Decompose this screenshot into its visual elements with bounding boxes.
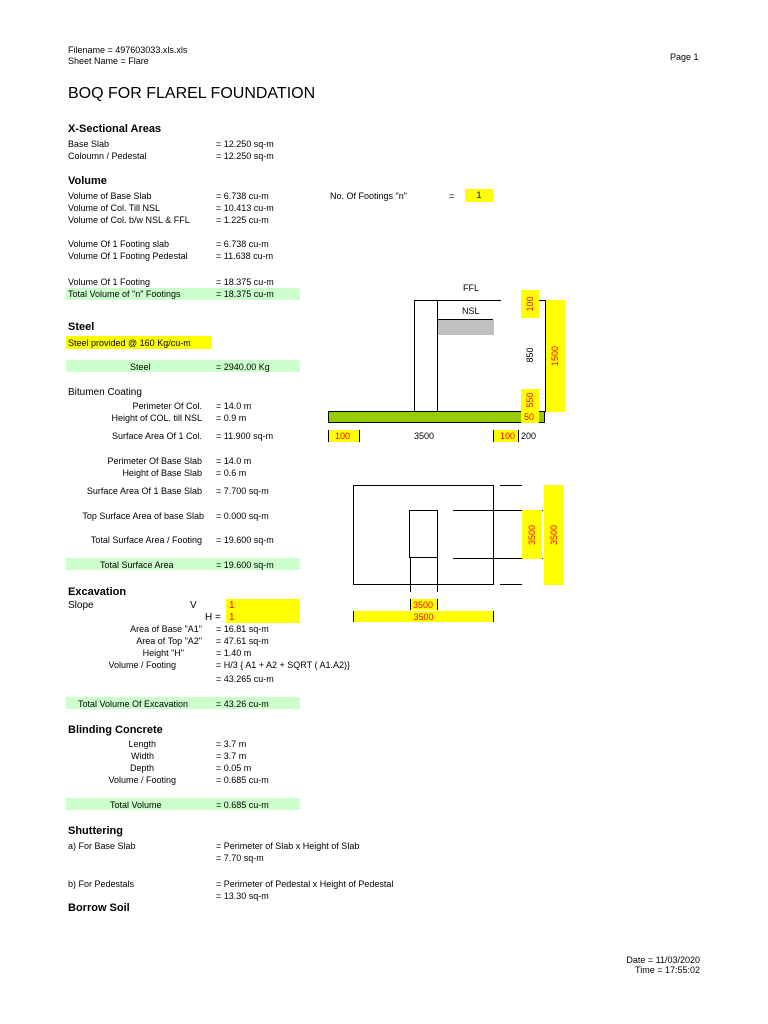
dim-850-text: 850: [525, 347, 535, 363]
slope-input-box: [226, 599, 300, 623]
bitumen-label: Perimeter Of Base Slab: [107, 456, 202, 466]
total-excavation-label: Total Volume Of Excavation: [78, 699, 189, 709]
volume-heading: Volume: [68, 175, 107, 187]
blinding-label: Length: [128, 739, 156, 749]
volume-value: = 18.375 cu-m: [216, 277, 274, 287]
nsl-label: NSL: [462, 306, 480, 316]
excavation-heading: Excavation: [68, 586, 127, 598]
no-of-footings-input[interactable]: 1: [465, 189, 493, 202]
total-blinding-label: Total Volume: [110, 800, 162, 810]
excavation-value: = 47.61 sq-m: [216, 636, 269, 646]
blinding-label: Volume / Footing: [108, 775, 176, 785]
xsec-value-col: = 12.250 sq-m: [216, 151, 274, 161]
ffl-label: FFL: [463, 283, 480, 293]
total-volume-value: = 18.375 cu-m: [216, 289, 274, 299]
plan-dim-line: [500, 584, 522, 585]
steel-value: = 2940.00 Kg: [216, 362, 270, 372]
plan-dim-line: [437, 558, 438, 592]
base-slab-fill: [328, 411, 545, 423]
volume-label: Volume of Base Slab: [68, 191, 152, 201]
volume-value: = 6.738 cu-m: [216, 191, 269, 201]
total-blinding-value: = 0.685 cu-m: [216, 800, 269, 810]
bitumen-label: Height of COL. till NSL: [111, 413, 202, 423]
plan-dim-line: [500, 485, 522, 486]
pedestal-top-line: [414, 300, 501, 301]
volume-label: Volume Of 1 Footing slab: [68, 239, 170, 249]
volume-label: Volume Of 1 Footing Pedestal: [68, 251, 188, 261]
excavation-label: Area of Base "A1": [130, 624, 202, 634]
shuttering-heading: Shuttering: [68, 825, 123, 837]
total-volume-label: Total Volume of "n" Footings: [68, 289, 181, 299]
total-surface-label: Total Surface Area: [100, 560, 174, 570]
filename-text: Filename = 497603033.xls.xls: [68, 45, 188, 55]
excavation-volume-value: = 43.265 cu-m: [216, 674, 274, 684]
bitumen-label: Surface Area Of 1 Col.: [111, 431, 202, 441]
volume-value: = 6.738 cu-m: [216, 239, 269, 249]
footer-date: Date = 11/03/2020: [626, 955, 700, 965]
shuttering-b-label: b) For Pedestals: [68, 879, 135, 889]
sheet-name-text: Sheet Name = Flare: [68, 56, 149, 66]
bitumen-heading: Bitumen Coating: [68, 387, 142, 398]
total-surface-value: = 19.600 sq-m: [216, 560, 274, 570]
bitumen-label: Perimeter Of Col.: [132, 401, 202, 411]
shuttering-b-value: = 13.30 sq-m: [216, 891, 269, 901]
bitumen-label: Height of Base Slab: [122, 468, 202, 478]
pedestal-inner-line: [437, 300, 438, 412]
bitumen-label: Surface Area Of 1 Base Slab: [86, 486, 202, 496]
total-excavation-value: = 43.26 cu-m: [216, 699, 269, 709]
blinding-value: = 0.05 m: [216, 763, 252, 773]
pedestal-left-line: [414, 300, 415, 412]
volume-value: = 11.638 cu-m: [216, 251, 274, 261]
dim-550-text: 550: [525, 392, 535, 408]
xsec-value-base: = 12.250 sq-m: [216, 139, 274, 149]
bitumen-label: Top Surface Area of base Slab: [82, 511, 204, 521]
dim-50-text: 50: [524, 412, 535, 422]
bitumen-value: = 0.000 sq-m: [216, 511, 269, 521]
no-of-footings-eq: =: [449, 191, 455, 201]
blinding-label: Width: [130, 751, 154, 761]
slope-h-label: H =: [205, 612, 221, 623]
shuttering-a-formula: = Perimeter of Slab x Height of Slab: [216, 841, 360, 851]
dim-tick: [328, 430, 329, 442]
slope-h-input[interactable]: 1: [229, 612, 235, 623]
volume-value: = 10.413 cu-m: [216, 203, 274, 213]
dim-tick: [353, 611, 354, 622]
blinding-value: = 3.7 m: [216, 739, 247, 749]
excavation-label: Height "H": [142, 648, 184, 658]
blinding-value: = 3.7 m: [216, 751, 247, 761]
nsl-ground-fill: [438, 320, 494, 335]
page-title: BOQ FOR FLAREL FOUNDATION: [68, 85, 316, 102]
xsec-label-base: Base Slab: [68, 139, 110, 149]
bitumen-value: = 0.9 m: [216, 413, 247, 423]
footer-time: Time = 17:55:02: [635, 965, 700, 975]
excavation-label: Volume / Footing: [108, 660, 176, 670]
volume-label: Volume Of 1 Footing: [68, 277, 151, 287]
plan-dim-v-text-a: 3500: [527, 524, 537, 546]
slope-v-input[interactable]: 1: [229, 600, 235, 611]
dim-1500-text: 1500: [550, 345, 560, 367]
bitumen-value: = 7.700 sq-m: [216, 486, 269, 496]
dim-100-text: 100: [525, 296, 535, 312]
bitumen-value: = 14.0 m: [216, 401, 252, 411]
dim-tick: [359, 430, 360, 442]
dim-tick: [518, 430, 519, 442]
dim-tick: [437, 599, 438, 610]
volume-label: Volume of Col. b/w NSL & FFL: [68, 215, 190, 225]
bitumen-value: = 19.600 sq-m: [216, 535, 274, 545]
no-of-footings-label: No. Of Footings "n": [330, 191, 407, 201]
plan-dim-line: [410, 558, 411, 592]
steel-label: Steel: [130, 362, 151, 372]
slope-v-label: V: [190, 600, 197, 611]
shuttering-a-label: a) For Base Slab: [68, 841, 136, 851]
dim-width-100a-text: 100: [335, 431, 351, 441]
excavation-formula: = H/3 { A1 + A2 + SQRT ( A1.A2)}: [216, 660, 351, 670]
shuttering-b-formula: = Perimeter of Pedestal x Height of Pedestal: [216, 879, 394, 889]
volume-value: = 1.225 cu-m: [216, 215, 269, 225]
plan-dim-v-text-b: 3500: [549, 524, 559, 546]
xsec-heading: X-Sectional Areas: [68, 123, 162, 135]
steel-heading: Steel: [68, 321, 95, 333]
plan-pedestal-outline: [409, 510, 438, 558]
bitumen-value: = 11.900 sq-m: [216, 431, 274, 441]
blinding-value: = 0.685 cu-m: [216, 775, 269, 785]
borrow-soil-heading: Borrow Soil: [68, 902, 130, 914]
slope-label: Slope: [68, 600, 94, 611]
dim-tick: [493, 611, 494, 622]
excavation-value: = 1.40 m: [216, 648, 252, 658]
shuttering-a-value: = 7.70 sq-m: [216, 853, 264, 863]
bitumen-label: Total Surface Area / Footing: [90, 535, 202, 545]
bitumen-value: = 0.6 m: [216, 468, 247, 478]
dim-width-3500-text: 3500: [414, 431, 435, 441]
dim-tick: [410, 599, 411, 610]
excavation-label: Area of Top "A2": [136, 636, 202, 646]
blinding-label: Depth: [129, 763, 154, 773]
dim-width-200-text: 200: [521, 431, 537, 441]
bitumen-value: = 14.0 m: [216, 456, 252, 466]
page-number: Page 1: [670, 52, 699, 62]
volume-label: Volume of Col. Till NSL: [68, 203, 161, 213]
steel-provided-text[interactable]: Steel provided @ 160 Kg/cu-m: [68, 338, 191, 348]
plan-dim-h-text-a: 3500: [413, 600, 434, 610]
dim-width-100b-text: 100: [500, 431, 516, 441]
excavation-value: = 16.81 sq-m: [216, 624, 269, 634]
blinding-heading: Blinding Concrete: [68, 724, 163, 736]
xsec-label-col: Coloumn / Pedestal: [68, 151, 147, 161]
plan-dim-h-text-b: 3500: [413, 612, 434, 622]
